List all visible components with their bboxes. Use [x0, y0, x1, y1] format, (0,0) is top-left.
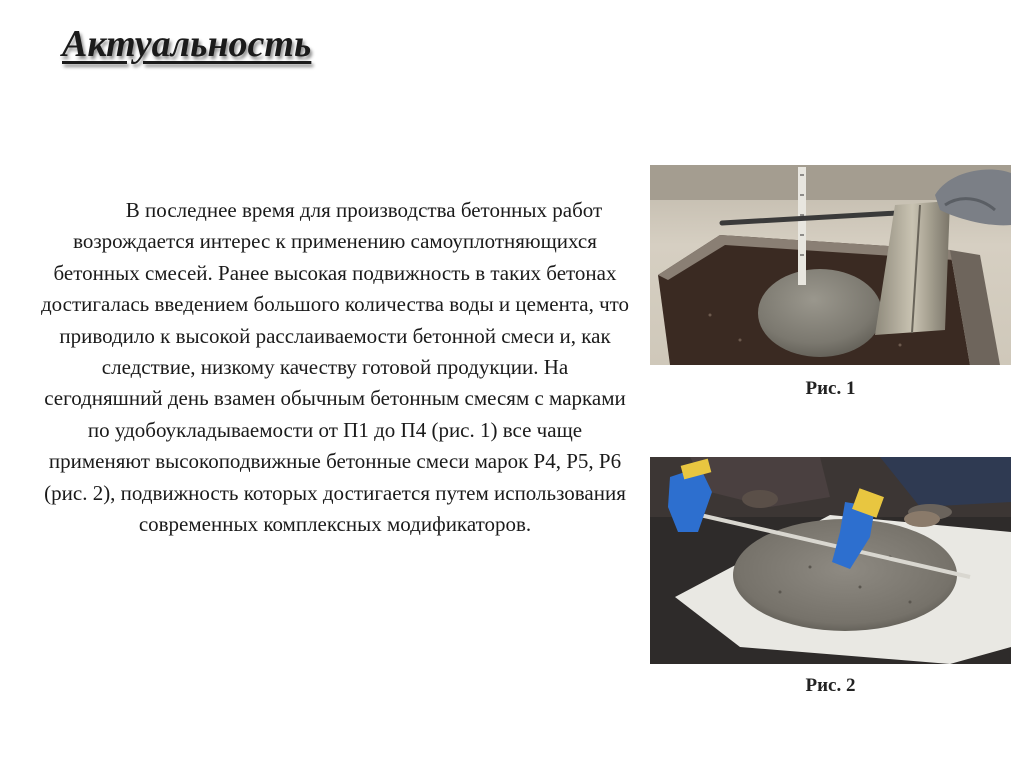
slide-title: Актуальность [62, 23, 312, 65]
figure-2-photo [650, 457, 1011, 664]
body-paragraph: В последнее время для производства бетонных работ возрождается интерес к применению самоуплотняющихся бетонных смесей. Ранее высокая подвижность в таких бетонах достигалась введением большого количества воды и цемента, что приводило к высокой расслаиваемости бетонной смеси и, как следствие, низкому качеству готовой продукции. На сегодняшний день взамен обычным бетонным смесям с марками по удобоукладываемости от П1 до П4 (рис. 1) все чаще применяют высокоподвижные бетонные смеси марок Р4, Р5, Р6 (рис. 2), подвижность которых достигается путем использования современных комплексных модификаторов. [40, 198, 630, 537]
figure-1-photo [650, 165, 1011, 365]
slump-flow-test-image [650, 457, 1011, 664]
figure-1-caption: Рис. 1 [805, 378, 856, 399]
slump-cone-test-image [650, 165, 1011, 365]
figure-2-caption: Рис. 2 [805, 675, 856, 696]
